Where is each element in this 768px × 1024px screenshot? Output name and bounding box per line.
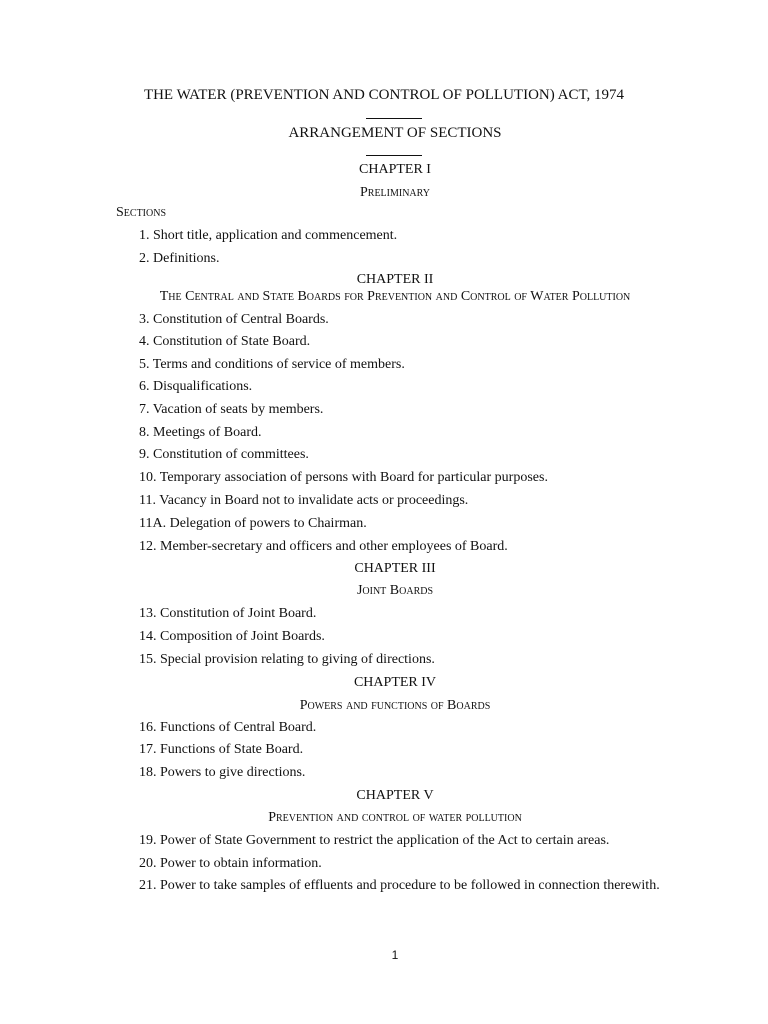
chapter-subtitle: Preliminary (359, 185, 430, 200)
section-item: 10. Temporary association of persons with Board for particular purposes. (139, 470, 548, 485)
section-item: 2. Definitions. (139, 251, 220, 266)
section-item: 19. Power of State Government to restrict the application of the Act to certain areas. (139, 833, 610, 848)
section-item: 14. Composition of Joint Boards. (139, 629, 325, 644)
chapter-subtitle: Prevention and control of water pollution (268, 810, 522, 825)
section-item: 12. Member-secretary and officers and other employees of Board. (139, 539, 508, 554)
section-item: 15. Special provision relating to giving of directions. (139, 652, 435, 667)
section-item: 18. Powers to give directions. (139, 765, 306, 780)
section-item: 7. Vacation of seats by members. (139, 402, 324, 417)
chapter-subtitle: The Central and State Boards for Prevention and Control of Water Pollution (159, 289, 631, 304)
page-number: 1 (391, 948, 399, 962)
chapter-heading: CHAPTER I (359, 162, 431, 177)
section-item: 4. Constitution of State Board. (139, 334, 311, 349)
act-title: THE WATER (PREVENTION AND CONTROL OF POLLUTION) ACT, 1974 (143, 87, 625, 103)
sections-label: Sections (116, 205, 167, 220)
arrangement-heading: ARRANGEMENT OF SECTIONS (288, 125, 502, 141)
section-item: 1. Short title, application and commencement. (139, 228, 398, 243)
section-item: 8. Meetings of Board. (139, 425, 262, 440)
section-item: 6. Disqualifications. (139, 379, 253, 394)
section-item: 9. Constitution of committees. (139, 447, 309, 462)
chapter-heading: CHAPTER II (356, 272, 434, 287)
section-item: 5. Terms and conditions of service of members. (139, 357, 405, 372)
section-item: 20. Power to obtain information. (139, 856, 322, 871)
section-item: 17. Functions of State Board. (139, 742, 304, 757)
chapter-heading: CHAPTER III (354, 561, 436, 576)
chapter-heading: CHAPTER V (356, 788, 434, 803)
chapter-subtitle: Powers and functions of Boards (299, 698, 491, 713)
chapter-subtitle: Joint Boards (356, 583, 434, 598)
section-item: 11. Vacancy in Board not to invalidate acts or proceedings. (139, 493, 469, 508)
title-divider (366, 118, 422, 119)
arrangement-divider (366, 155, 422, 156)
chapter-heading: CHAPTER IV (353, 675, 437, 690)
section-item: 11A. Delegation of powers to Chairman. (139, 516, 367, 531)
section-item: 16. Functions of Central Board. (139, 720, 317, 735)
section-item: 13. Constitution of Joint Board. (139, 606, 317, 621)
section-item: 3. Constitution of Central Boards. (139, 312, 329, 327)
section-item: 21. Power to take samples of effluents and procedure to be followed in connection therewith. (139, 878, 660, 893)
